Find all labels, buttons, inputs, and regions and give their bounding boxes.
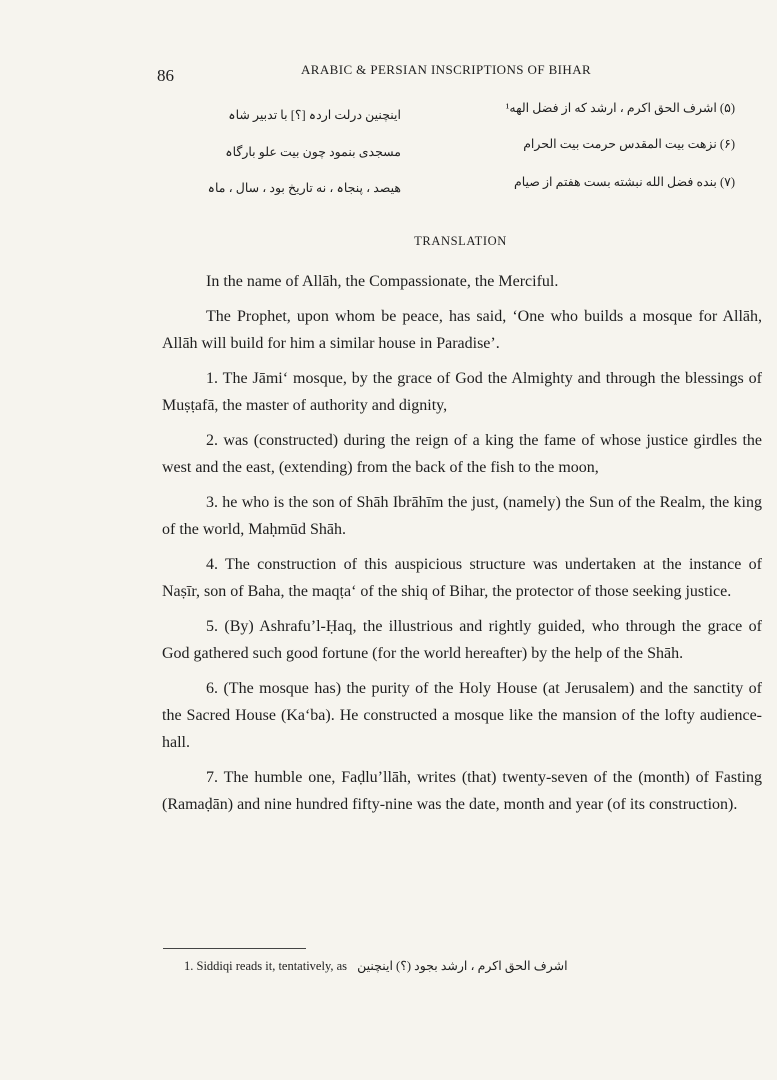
inscription-line-5-left: اینچنین درلت اردہ [؟] با تدبیر شاہ <box>228 108 401 122</box>
section-heading: TRANSLATION <box>414 234 507 248</box>
footnote-rule <box>163 948 306 949</box>
inscription-line-6-right: (۶) نزهت بیت المقدس حرمت بیت الحرام <box>523 137 735 151</box>
paragraph-4: 4. The construction of this auspicious structure was undertaken at the instance of Naṣīr, son of Baha, the maqṭa‘ of the shiq of Bihar, the protector of those seeking justice. <box>162 556 762 600</box>
inscription-line-6-left: مسجدی بنمود چون بیت علو بارگاہ <box>225 145 401 159</box>
footnote <box>184 958 568 974</box>
translation-body <box>162 268 762 826</box>
paragraph-1: 1. The Jāmi‘ mosque, by the grace of God the Almighty and through the blessings of Muṣṭafā, the master of authority and dignity, <box>162 370 762 414</box>
inscription-line-5-right: (۵) اشرف الحق اکرم ، ارشد که از فضل الهه¹ <box>505 101 735 115</box>
paragraph-hadith: The Prophet, upon whom be peace, has said, ‘One who builds a mosque for Allāh, Allāh will build for him a similar house in Paradise’. <box>162 308 762 352</box>
inscription-line-7-right: (۷) بنده فضل الله نبشته بست هفتم از صیام <box>513 175 735 189</box>
running-title: ARABIC & PERSIAN INSCRIPTIONS OF BIHAR <box>301 62 592 77</box>
paragraph-2: 2. was (constructed) during the reign of a king the fame of whose justice girdles the west and the east, (extending) from the back of the fish to the moon, <box>162 432 762 476</box>
footnote-arabic: اشرف الحق اکرم ، ارشد بجود (؟) اینچنین <box>357 959 568 973</box>
inscription-line-7-left: هیصد ، پنجاہ ، نه تاریخ بود ، سال ، ماہ <box>207 181 401 195</box>
paragraph-invocation: In the name of Allāh, the Compassionate, the Merciful. <box>206 273 559 290</box>
paragraph-5: 5. (By) Ashrafu’l-Ḥaq, the illustrious and rightly guided, who through the grace of God gathered such good fortune (for the world hereafter) by the help of the Shāh. <box>162 618 762 662</box>
paragraph-7: 7. The humble one, Faḍlu’llāh, writes (that) twenty-seven of the (month) of Fasting (Ramaḍān) and nine hundred fifty-nine was the date, month and year (of its construction). <box>162 769 762 813</box>
paragraph-6: 6. (The mosque has) the purity of the Holy House (at Jerusalem) and the sanctity of the Sacred House (Ka‘ba). He constructed a mosque like the mansion of the lofty audience-hall. <box>162 680 762 751</box>
page-number: 86 <box>157 66 174 85</box>
footnote-text: 1. Siddiqi reads it, tentatively, as <box>184 959 348 973</box>
paragraph-3: 3. he who is the son of Shāh Ibrāhīm the just, (namely) the Sun of the Realm, the king of the world, Maḥmūd Shāh. <box>162 494 762 538</box>
